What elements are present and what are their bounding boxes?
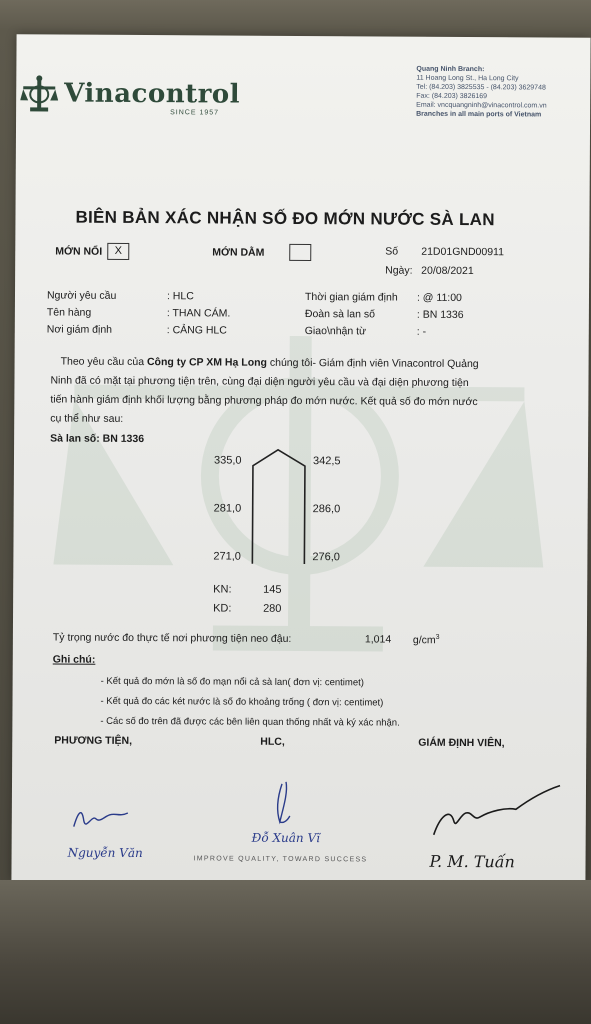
kn-label: KN: [213, 583, 232, 596]
noi-giam-dinh-value: : CẢNG HLC [166, 324, 227, 337]
sig-label-giam-dinh-vien: GIÁM ĐỊNH VIÊN, [418, 736, 505, 750]
draft-mid-right: 286,0 [312, 503, 341, 516]
draft-aft-right: 276,0 [312, 551, 340, 564]
ten-hang-value: : THAN CÁM. [166, 307, 231, 320]
body-line4: cụ thể như sau: [50, 412, 124, 425]
body-line1-post: chúng tôi- Giám định viên Vinacontrol Quảng [266, 356, 479, 371]
note-item: - Kết quả đo mớn là số đo mạn nổi cả sà lan( đơn vị: centimet) [100, 675, 364, 689]
body-line3: tiến hành giám định khối lượng bằng phương pháp đo mớn nước. Kết quả số đo mớn nước [50, 393, 478, 409]
draft-aft-left: 271,0 [213, 550, 241, 563]
thoi-gian-label: Thời gian giám định [304, 291, 398, 304]
mon-noi-checkbox: X [107, 243, 129, 260]
density-value: 1,014 [364, 633, 392, 646]
document-sheet [11, 34, 590, 883]
ngay-value: 20/08/2021 [421, 264, 474, 278]
draft-mid-left: 281,0 [213, 502, 242, 515]
density-unit-sup: 3 [435, 633, 440, 641]
giao-nhan-value: : - [416, 325, 427, 338]
branch-ports: Branches in all main ports of Vietnam [416, 110, 542, 119]
body-company: Công ty CP XM Hạ Long [146, 356, 267, 369]
ngay-label: Ngày: [385, 264, 413, 277]
notes-heading: Ghi chú: [52, 653, 96, 666]
doan-sa-lan-value: : BN 1336 [416, 308, 464, 321]
density-unit [413, 634, 440, 647]
density-unit-base: g/cm [412, 634, 436, 647]
doan-sa-lan-label: Đoàn sà lan số [304, 308, 375, 321]
branch-address: 11 Hoang Long St., Ha Long City [416, 74, 519, 83]
table-surface [0, 880, 591, 1024]
ten-hang-label: Tên hàng [46, 306, 92, 319]
footer-slogan: IMPROVE QUALITY, TOWARD SUCCESS [193, 855, 368, 864]
signature-middle [238, 776, 338, 857]
signature-right-name: P. M. Tuấn [429, 851, 515, 872]
kd-label: KD: [213, 602, 232, 615]
note-item: - Kết quả đo các két nước là số đo khoảng trống ( đơn vị: centimet) [100, 695, 384, 709]
kd-value: 280 [263, 602, 282, 615]
note-item: - Các số đo trên đã được các bên liên quan thống nhất và ký xác nhận. [100, 715, 400, 729]
branch-fax: Fax: (84.203) 3826169 [416, 92, 488, 101]
so-label: Số [385, 245, 399, 258]
body-line1-pre: Theo yêu cầu của [60, 355, 148, 369]
noi-giam-dinh-label: Nơi giám định [46, 323, 113, 336]
branch-tel: Tel: (84.203) 3825535 - (84.203) 3629748 [416, 83, 546, 92]
signature-left [64, 795, 164, 866]
so-value: 21D01GND00911 [421, 245, 505, 259]
signature-left-name: Nguyễn Văn [67, 845, 143, 861]
document-title: BIÊN BẢN XÁC NHẬN SỐ ĐO MỚN NƯỚC SÀ LAN [75, 207, 495, 230]
sa-lan-so: Sà lan số: BN 1336 [50, 432, 145, 446]
nguoi-yeu-cau-label: Người yêu cầu [46, 289, 117, 302]
logo-wordmark: Vinacontrol [64, 78, 241, 110]
thoi-gian-value: : @ 11:00 [416, 291, 462, 304]
sig-label-hlc: HLC, [260, 735, 285, 748]
signature-right [419, 777, 570, 878]
branch-name: Quang Ninh Branch: [416, 65, 485, 74]
branch-info [416, 65, 547, 120]
giao-nhan-label: Giao\nhận từ [304, 325, 367, 338]
nguoi-yeu-cau-value: : HLC [166, 290, 194, 303]
body-line2: Ninh đã có mặt tại phương tiện trên, cùng đại diện người yêu cầu và đại diện phương tiện [50, 374, 469, 390]
mon-noi-label: MỚN NỔI [55, 245, 103, 258]
sig-label-phuong-tien: PHƯƠNG TIỆN, [54, 734, 133, 747]
signature-middle-name: Đỗ Xuân Vĩ [251, 830, 321, 846]
draft-forward-left: 335,0 [213, 454, 242, 467]
mon-dam-label: MỚN DẰM [212, 246, 265, 259]
kn-value: 145 [263, 583, 282, 596]
barge-outline-icon [249, 448, 310, 566]
branch-email: Email: vncquangninh@vinacontrol.com.vn [416, 101, 547, 110]
logo-since: SINCE 1957 [170, 109, 220, 117]
notes-list [100, 672, 400, 734]
body-paragraph [50, 352, 570, 431]
mon-dam-checkbox [289, 244, 311, 261]
scale-logo-icon [20, 72, 58, 112]
draft-forward-right: 342,5 [312, 455, 341, 468]
density-label: Tỷ trọng nước đo thực tế nơi phương tiện neo đậu: [52, 631, 292, 645]
